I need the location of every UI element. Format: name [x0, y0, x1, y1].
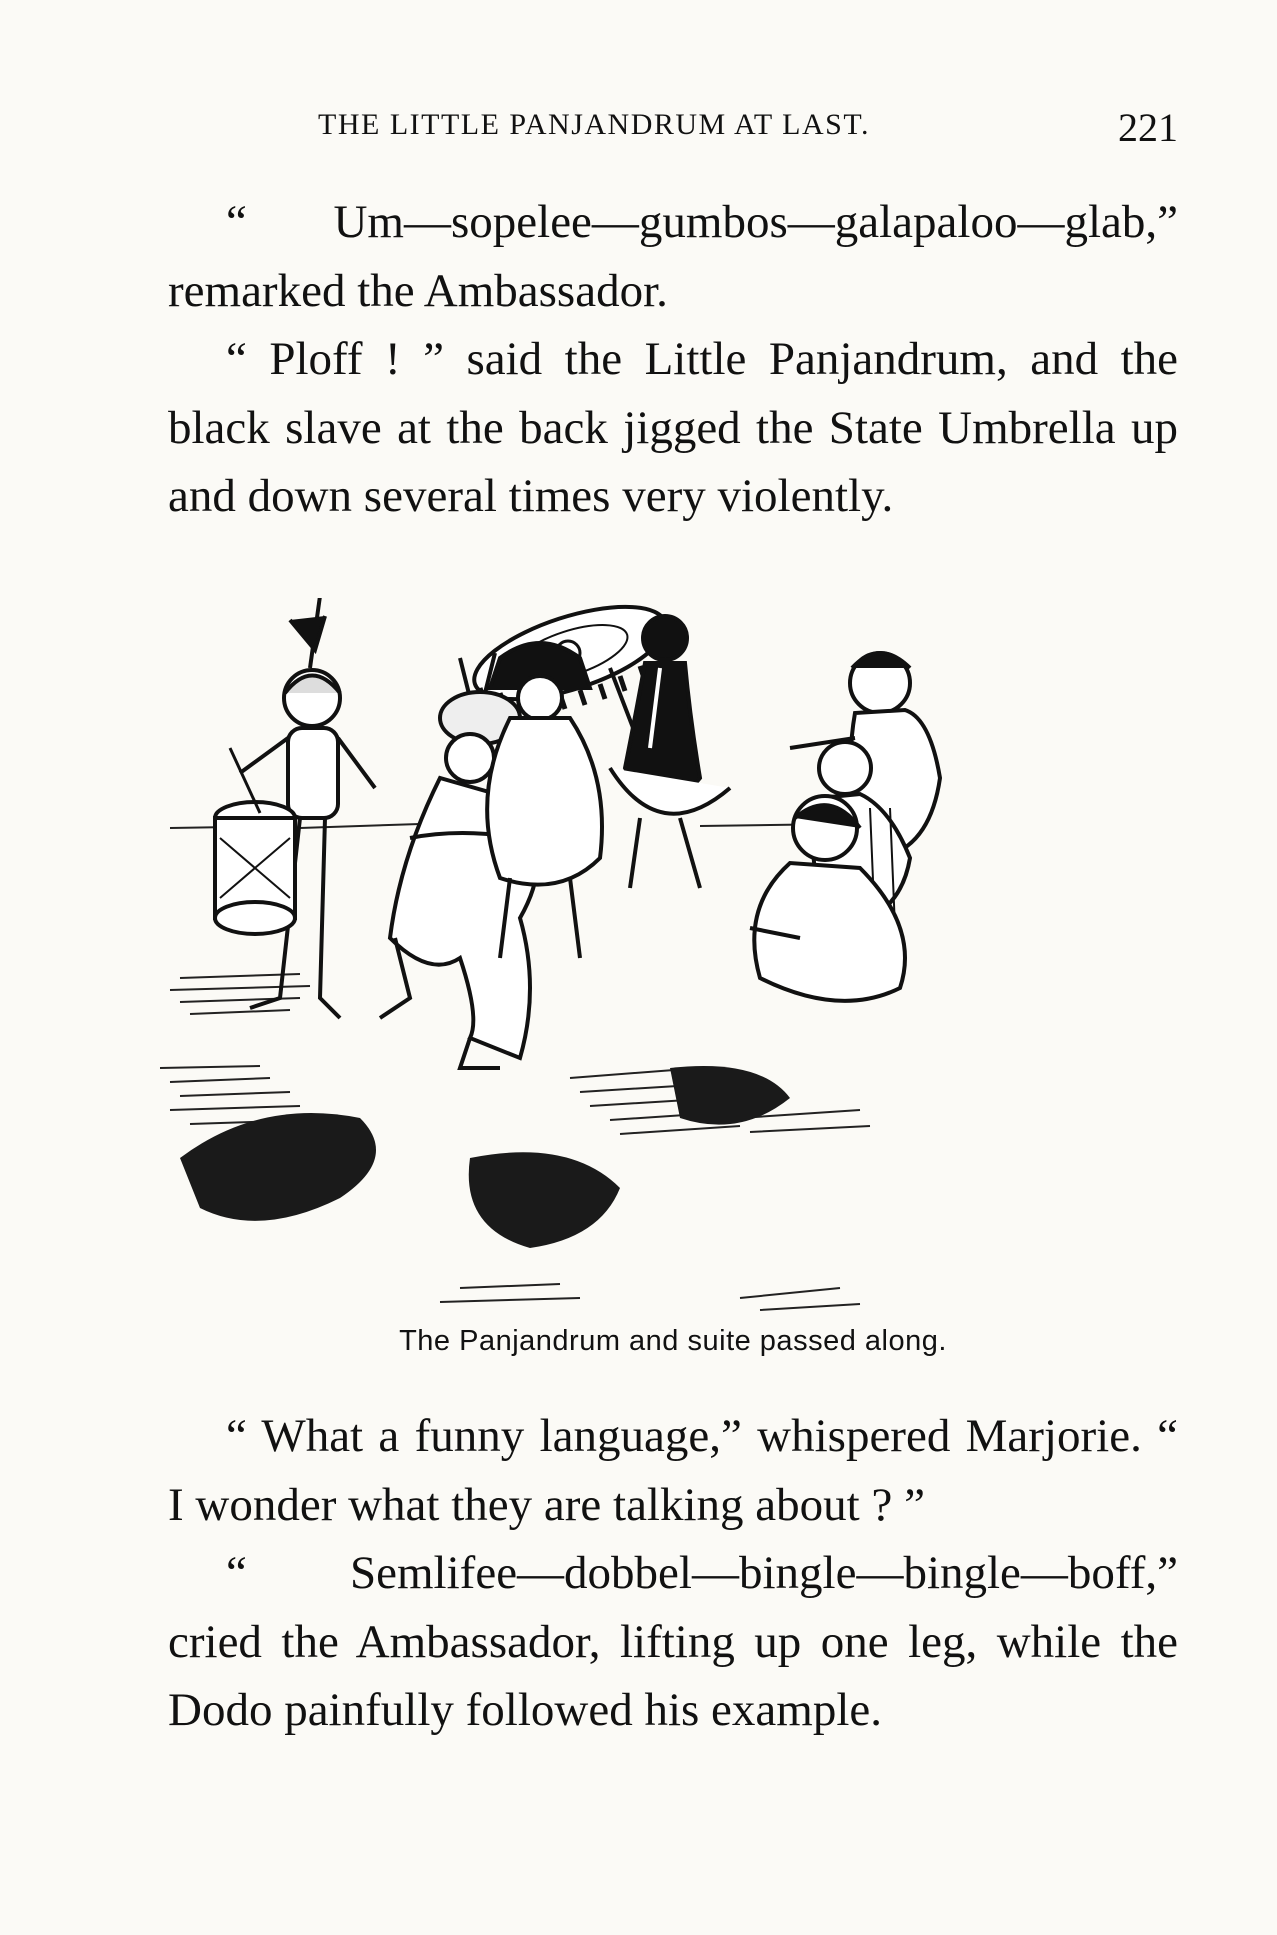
drummer-figure — [215, 598, 375, 1018]
text-block-bottom — [168, 1402, 1178, 1745]
children-group — [750, 653, 940, 1001]
paragraph: “ Ploff ! ” said the Little Panjandrum, and the black slave at the back jigged the State Umbrella up and down several times very violently. — [168, 333, 1178, 522]
running-head — [318, 105, 1178, 152]
panjandrum-procession-illustration — [140, 598, 1190, 1338]
paragraph: “ Um—sopelee—gumbos—galapaloo—glab,” remarked the Ambassador. — [168, 196, 1178, 317]
paragraph: “ What a funny language,” whispered Marjorie. “ I wonder what they are talking about ? ” — [168, 1410, 1178, 1531]
running-title: THE LITTLE PANJANDRUM AT LAST. — [318, 108, 870, 141]
text-block-top — [168, 188, 1178, 531]
paragraph: “ Semlifee—dobbel—bingle—bingle—boff,” cried the Ambassador, lifting up one leg, while the Dodo painfully followed his example. — [168, 1547, 1178, 1736]
page-number: 221 — [1118, 105, 1178, 150]
illustration-caption: The Panjandrum and suite passed along. — [399, 1325, 947, 1357]
